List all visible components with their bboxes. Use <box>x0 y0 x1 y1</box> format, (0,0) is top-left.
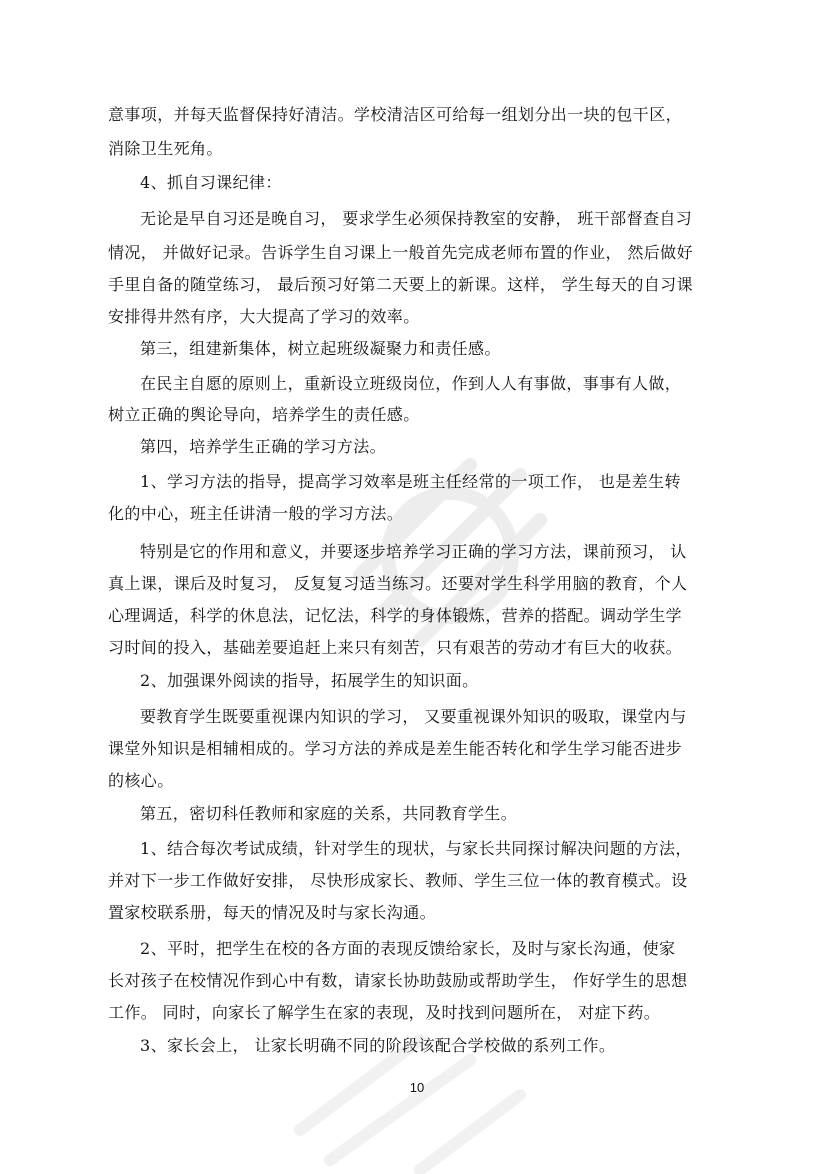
text-line-26: 2、平时，把学生在校的各方面的表现反馈给家长，及时与家长沟通，使家 <box>140 939 676 958</box>
text-line-24: 并对下一步工作做好安排， 尽快形成家长、教师、学生三位一体的教育模式。设 <box>108 871 688 890</box>
text-line-27: 长对孩子在校情况作到心中有数，请家长协助鼓励或帮助学生， 作好学生的思想 <box>108 971 688 990</box>
text-line-1: 意事项，并每天监督保持好清洁。学校清洁区可给每一组划分出一块的包干区， <box>108 105 683 124</box>
text-line-13: 化的中心，班主任讲清一般的学习方法。 <box>108 504 404 523</box>
text-line-6: 手里自备的随堂练习， 最后预习好第二天要上的新课。这样， 学生每天的自习课 <box>108 275 693 294</box>
text-line-25: 置家校联系册，每天的情况及时与家长沟通。 <box>108 903 437 922</box>
text-line-29: 3、家长会上， 让家长明确不同的阶段该配合学校做的系列工作。 <box>140 1036 616 1055</box>
section-heading-3: 第三，组建新集体，树立起班级凝聚力和责任感。 <box>140 339 501 358</box>
text-line-28: 工作。 同时，向家长了解学生在家的表现，及时找到问题所在， 对症下药。 <box>108 1003 661 1022</box>
text-line-4: 无论是早自习还是晚自习， 要求学生必须保持教室的安静， 班干部督查自习 <box>140 209 693 228</box>
section-heading-5: 第五，密切科任教师和家庭的关系，共同教育学生。 <box>140 804 518 823</box>
text-line-23: 1、结合每次考试成绩，针对学生的现状，与家长共同探讨解决问题的方法， <box>140 839 692 858</box>
text-line-5: 情况， 并做好记录。告诉学生自习课上一般首先完成老师布置的作业， 然后做好 <box>108 243 693 262</box>
text-line-2: 消除卫生死角。 <box>108 139 223 158</box>
text-line-19: 要教育学生既要重视课内知识的学习， 又要重视课外知识的吸取，课堂内与 <box>140 707 687 726</box>
text-line-14: 特别是它的作用和意义，并要逐步培养学习正确的学习方法，课前预习， 认 <box>140 542 687 561</box>
section-heading-4: 4、抓自习课纪律： <box>140 173 282 192</box>
text-line-15: 真上课，课后及时复习， 反复复习适当练习。还要对学生科学用脑的教育，个人 <box>108 574 688 593</box>
section-heading-4-methods: 第四，培养学生正确的学习方法。 <box>140 437 387 456</box>
text-line-7: 安排得井然有序，大大提高了学习的效率。 <box>108 307 420 326</box>
page-number: 10 <box>409 1080 425 1095</box>
text-line-12: 1、学习方法的指导，提高学习效率是班主任经常的一项工作， 也是差生转 <box>140 472 681 491</box>
text-line-10: 树立正确的舆论导向，培养学生的责任感。 <box>108 405 420 424</box>
text-line-21: 的核心。 <box>108 771 174 790</box>
text-line-20: 课堂外知识是相辅相成的。学习方法的养成是差生能否转化和学生学习能否进步 <box>108 739 683 758</box>
text-line-16: 心理调适，科学的休息法，记忆法，科学的身体锻炼，营养的搭配。调动学生学 <box>108 606 683 625</box>
text-line-17: 习时间的投入，基础差要追赶上来只有刻苦，只有艰苦的劳动才有巨大的收获。 <box>108 638 683 657</box>
text-line-9: 在民主自愿的原则上，重新设立班级岗位，作到人人有事做，事事有人做， <box>140 374 682 393</box>
text-line-18: 2、加强课外阅读的指导，拓展学生的知识面。 <box>140 671 479 690</box>
